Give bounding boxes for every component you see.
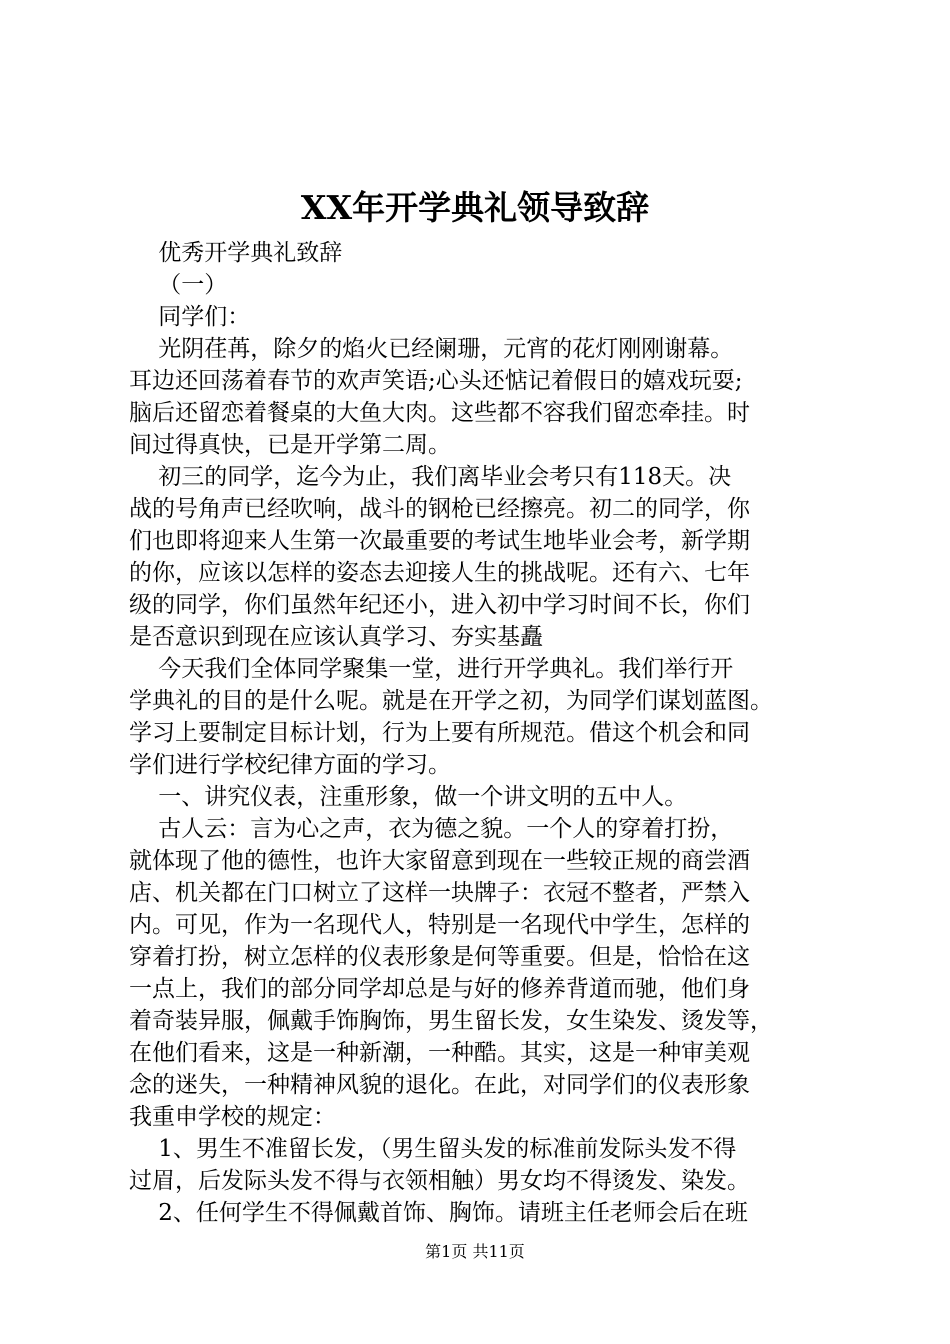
page-footer: 第1页 共11页 bbox=[425, 1242, 525, 1261]
body-line: 今天我们全体同学聚集一堂，进行开学典礼。我们举行开 bbox=[129, 656, 734, 682]
body-line: 初三的同学，迄今为止，我们离毕业会考只有118天。决 bbox=[129, 464, 732, 490]
body-line: 脑后还留恋着餐桌的大鱼大肉。这些都不容我们留恋牵挂。时 bbox=[129, 400, 750, 426]
body-line: 着奇装异服，佩戴手饰胸饰，男生留长发，女生染发、烫发等， bbox=[129, 1008, 773, 1034]
body-line: 学习上要制定目标计划，行为上要有所规范。借这个机会和同 bbox=[129, 720, 750, 746]
body-line: 优秀开学典礼致辞 bbox=[129, 240, 343, 266]
body-line: 光阴荏苒，除夕的焰火已经阑珊，元宵的花灯刚刚谢幕。 bbox=[129, 336, 734, 362]
body-line: 店、机关都在门口树立了这样一块牌子：衣冠不整者，严禁入 bbox=[129, 880, 750, 906]
body-line: 学典礼的目的是什么呢。就是在开学之初，为同学们谋划蓝图。 bbox=[129, 688, 773, 714]
document-body bbox=[129, 237, 834, 1229]
body-line: 耳边还回荡着春节的欢声笑语;心头还惦记着假日的嬉戏玩耍; bbox=[129, 368, 743, 394]
body-line: 级的同学，你们虽然年纪还小，进入初中学习时间不长，你们 bbox=[129, 592, 750, 618]
body-line: 学们进行学校纪律方面的学习。 bbox=[129, 752, 451, 778]
body-line: 穿着打扮，树立怎样的仪表形象是何等重要。但是，恰恰在这 bbox=[129, 944, 750, 970]
body-line: 内。可见，作为一名现代人，特别是一名现代中学生，怎样的 bbox=[129, 912, 750, 938]
body-line: 们也即将迎来人生第一次最重要的考试生地毕业会考，新学期 bbox=[129, 528, 750, 554]
body-line: 的你，应该以怎样的姿态去迎接人生的挑战呢。还有六、七年 bbox=[129, 560, 750, 586]
body-line: 战的号角声已经吹响，战斗的钢枪已经擦亮。初二的同学，你 bbox=[129, 496, 750, 522]
body-line: 一点上，我们的部分同学却总是与好的修养背道而驰，他们身 bbox=[129, 976, 750, 1002]
body-line: 我重申学校的规定： bbox=[129, 1104, 336, 1130]
body-line: 1、男生不准留长发，（男生留头发的标准前发际头发不得 bbox=[129, 1136, 737, 1162]
body-line: 古人云：言为心之声，衣为德之貌。一个人的穿着打扮， bbox=[129, 816, 734, 842]
body-line: 一、讲究仪表，注重形象，做一个讲文明的五中人。 bbox=[129, 784, 688, 810]
body-line: 同学们： bbox=[129, 304, 251, 330]
body-line: 过眉，后发际头发不得与衣领相触）男女均不得烫发、染发。 bbox=[129, 1168, 750, 1194]
body-line: 在他们看来，这是一种新潮，一种酷。其实，这是一种审美观 bbox=[129, 1040, 750, 1066]
body-line: （一） bbox=[129, 272, 228, 298]
body-line: 是否意识到现在应该认真学习、夯实基矗 bbox=[129, 624, 543, 650]
document-title: XX年开学典礼领导致辞 bbox=[300, 188, 650, 227]
body-line: 念的迷失，一种精神风貌的退化。在此，对同学们的仪表形象 bbox=[129, 1072, 750, 1098]
body-line: 间过得真快，已是开学第二周。 bbox=[129, 432, 451, 458]
body-line: 2、任何学生不得佩戴首饰、胸饰。请班主任老师会后在班 bbox=[129, 1200, 748, 1226]
body-line: 就体现了他的德性，也许大家留意到现在一些较正规的商尝酒 bbox=[129, 848, 750, 874]
